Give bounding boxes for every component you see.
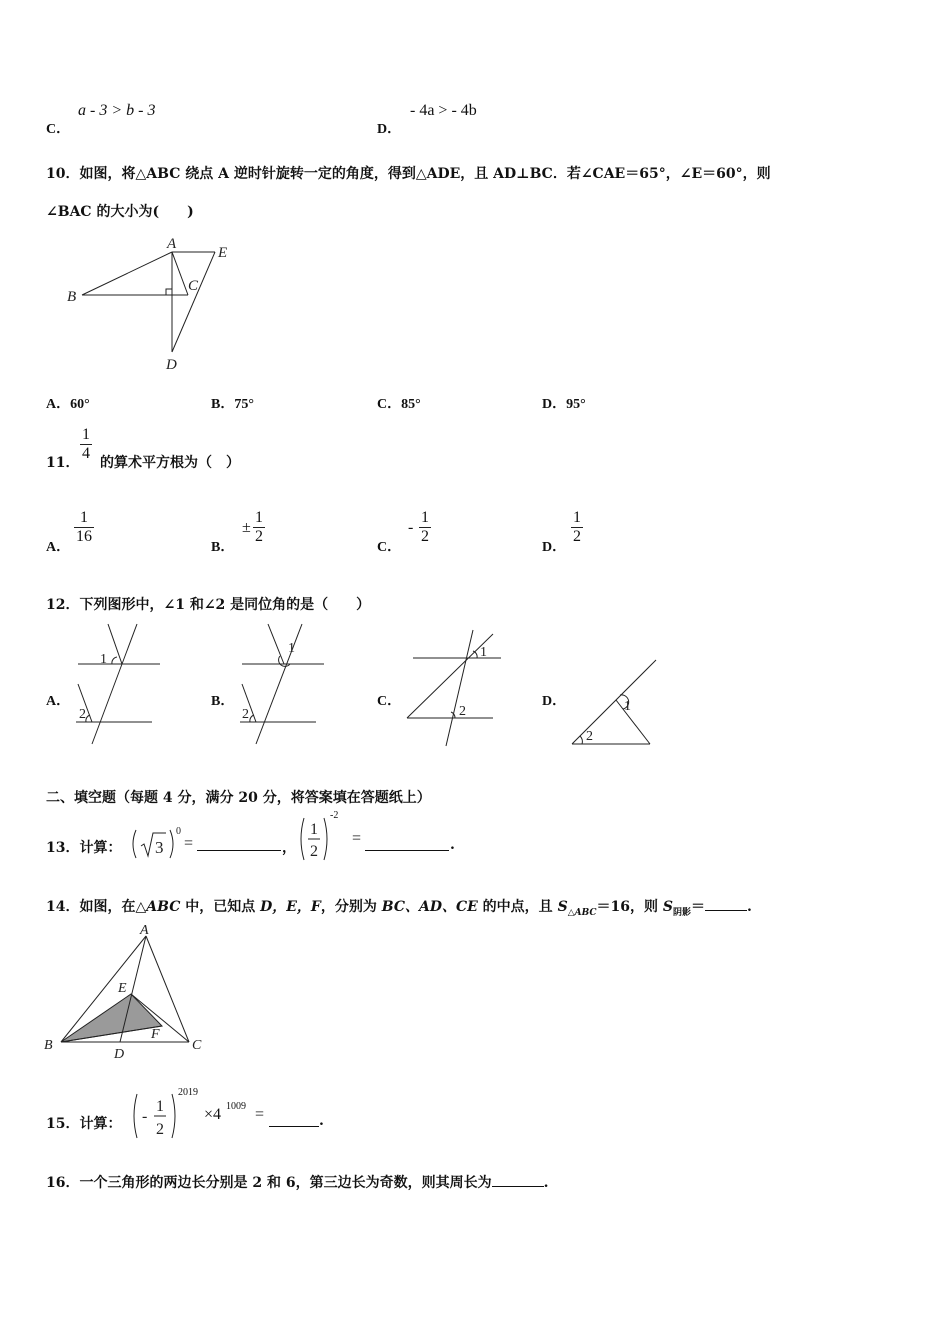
q15-neg: - — [142, 1108, 148, 1125]
q12-a-angle2: 2 — [79, 707, 86, 722]
q11-option-d-fraction: 1 2 — [573, 509, 581, 546]
q16-answer-blank[interactable] — [492, 1174, 544, 1187]
q9-option-c-expr: a - 3 > b - 3 — [78, 102, 156, 119]
q12-figure-b — [236, 620, 336, 748]
q12-d-angle2: 2 — [586, 729, 593, 744]
q13-frac-den: 2 — [310, 843, 318, 860]
q9-option-c-label: C． — [46, 122, 71, 137]
q9-option-d-label: D． — [377, 122, 402, 137]
q12-option-b-label: B． — [211, 694, 235, 709]
q12-option-d-label: D． — [542, 694, 567, 709]
q12-figure-d — [566, 656, 666, 750]
q10-seg-ba — [82, 252, 172, 295]
q13-answer-blank-1[interactable] — [197, 838, 281, 851]
q12-option-a-label: A． — [46, 694, 71, 709]
q12-d-angle1: 1 — [624, 699, 631, 714]
q14-stem: 14．如图，在△ABC 中，已知点 D，E，F，分别为 BC、AD、CE 的中点，且 $S_{\triangle ABC}=16$，则 $S_{阴影}=$ . — [46, 899, 752, 918]
q14-shaded-region — [61, 994, 162, 1042]
q12-c-angle2: 2 — [459, 704, 466, 719]
q11-option-a-label: A． — [46, 540, 71, 555]
q11-option-c-fraction: 1 2 — [421, 509, 429, 546]
q10-label-b: B — [67, 289, 77, 305]
q12-option-c-label: C． — [377, 694, 402, 709]
q10-option-b: B．75° — [211, 397, 254, 412]
q10-figure — [60, 230, 240, 375]
q13-paren-expression — [298, 814, 328, 864]
q13-eq2: = — [352, 830, 362, 847]
q15-eq: = — [255, 1106, 265, 1123]
q11-stem: 的算术平方根为（ ） — [100, 455, 240, 471]
q10-label-c: C — [188, 278, 199, 294]
q10-stem-line1: 10．如图，将△ABC 绕点 A 逆时针旋转一定的角度，得到△ADE，且 AD⊥BC．若∠CAE＝65°，∠E＝60°，则 — [46, 166, 771, 182]
q12-b-angle2: 2 — [242, 707, 249, 722]
q10-option-c: C．85° — [377, 397, 421, 412]
q11-option-c-label: C． — [377, 540, 402, 555]
q14-label-c: C — [192, 1038, 202, 1053]
q13-label: 13．计算： — [46, 840, 122, 856]
q15-answer-blank[interactable] — [269, 1114, 319, 1127]
q13-eq1: = — [184, 835, 194, 852]
q12-c-angle1: 1 — [480, 645, 487, 660]
q12-b-angle1: 1 — [288, 641, 295, 656]
q10-seg-ac — [172, 252, 188, 295]
q11-option-b-fraction: 1 2 — [255, 509, 263, 546]
q15-times: ×4 — [204, 1106, 222, 1123]
q14-label-a: A — [140, 923, 149, 938]
q10-label-e: E — [218, 245, 228, 261]
q13-comma: ， — [282, 840, 296, 856]
q15-num: 1 — [156, 1098, 164, 1115]
q10-label-a: A — [167, 236, 177, 252]
q12-stem: 12．下列图形中，∠1 和∠2 是同位角的是（ ） — [46, 597, 371, 613]
q12-figure-c — [403, 626, 508, 748]
q11-option-d-label: D． — [542, 540, 567, 555]
q15-paren-expression — [130, 1090, 178, 1142]
q11-number: 11． — [46, 455, 80, 471]
q13-exp2: -2 — [330, 810, 339, 821]
q15-exp1: 2019 — [178, 1087, 198, 1098]
q13-period: . — [450, 837, 455, 853]
q12-a-angle1: 1 — [100, 652, 107, 667]
q14-label-d: D — [114, 1047, 125, 1062]
q10-label-d: D — [166, 357, 177, 373]
q16-stem: 16．一个三角形的两边长分别是 2 和 6，第三边长为奇数，则其周长为 . — [46, 1175, 549, 1191]
q13-frac-num: 1 — [310, 821, 318, 838]
q15-exp2: 1009 — [226, 1101, 246, 1112]
q13-exp0: 0 — [176, 826, 181, 837]
q12-figure-a — [70, 620, 170, 748]
q11-option-b-prefix: ± — [242, 519, 251, 536]
q10-option-a: A．60° — [46, 397, 90, 412]
q10-stem-line2: ∠BAC 的大小为( ) — [46, 204, 194, 220]
q10-option-d: D．95° — [542, 397, 586, 412]
q13-answer-blank-2[interactable] — [365, 838, 449, 851]
q13-radicand: 3 — [155, 838, 164, 857]
q11-fraction: 1 4 — [82, 426, 90, 463]
q11-option-b-label: B． — [211, 540, 235, 555]
q13-sqrt-expression — [128, 824, 184, 862]
q14-label-e: E — [118, 981, 127, 996]
q15-label: 15．计算： — [46, 1116, 122, 1132]
q10-right-angle-mark — [166, 289, 172, 295]
q11-option-c-prefix: - — [408, 519, 414, 536]
q14-label-f: F — [151, 1027, 160, 1042]
q9-option-d-expr: - 4a > - 4b — [410, 102, 477, 119]
q15-period: . — [319, 1113, 324, 1129]
section2-title: 二、填空题（每题 4 分，满分 20 分，将答案填在答题纸上） — [46, 790, 431, 806]
q11-option-a-fraction: 1 16 — [76, 509, 92, 546]
q15-den: 2 — [156, 1121, 164, 1138]
q14-figure — [42, 922, 214, 1064]
q10-seg-de — [172, 252, 215, 352]
q14-answer-blank[interactable] — [705, 898, 747, 911]
q14-label-b: B — [44, 1038, 53, 1053]
